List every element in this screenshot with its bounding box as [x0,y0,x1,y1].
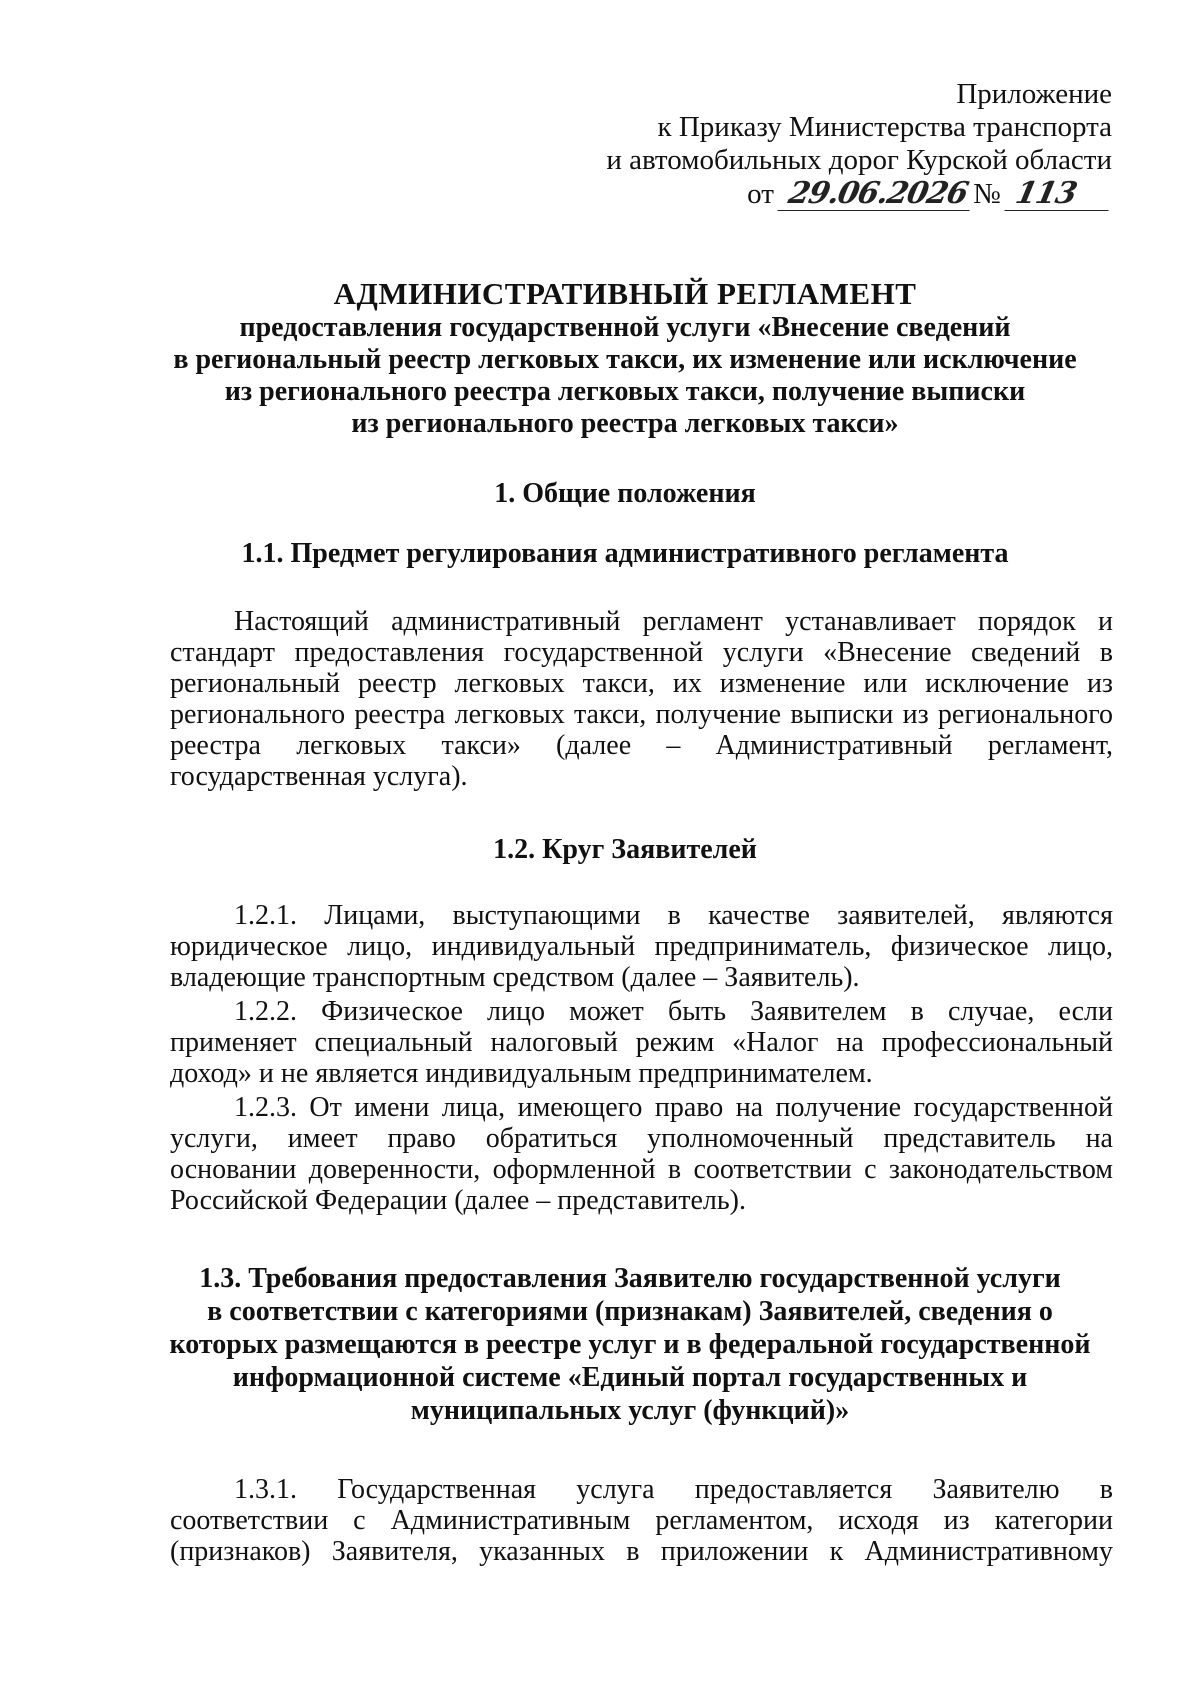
section-1-3-1-paragraph [170,1474,1113,1567]
paragraph-line: услуги, имеет право обратиться уполномоченный представитель на [170,1123,1113,1154]
document-title-block [150,276,1100,440]
subtitle-line: из регионального реестра легковых такси, получение выписки [224,376,1026,407]
paragraph-line: государственная услуга). [170,761,468,792]
paragraph-line: 1.2.2. Физическое лицо может быть Заявителем в случае, если [234,996,1113,1027]
subtitle-line: предоставления государственной услуги «Внесение сведений [239,312,1011,343]
appendix-label: Приложение [956,78,1112,110]
document-title: АДМИНИСТРАТИВНЫЙ РЕГЛАМЕНТ [333,276,917,311]
document-subtitle [150,312,1100,440]
section-1-1-paragraph [170,606,1113,792]
section-1-2-heading: 1.2. Круг Заявителей [493,834,757,865]
paragraph-line: Российской Федерации (далее – представитель). [170,1185,746,1216]
subtitle-line: из регионального реестра легковых такси» [351,408,899,439]
paragraph-line: 1.2.3. От имени лица, имеющего право на получение государственной [234,1092,1113,1123]
section-1-1-heading: 1.1. Предмет регулирования административного регламента [241,538,1009,569]
subtitle-line: в региональный реестр легковых такси, их изменение или исключение [173,344,1077,375]
paragraph-line: применяет специальный налоговый режим «Налог на профессиональный [170,1027,1113,1058]
section-1-2-1-paragraph [170,900,1113,993]
section-1-2-2-paragraph [170,996,1113,1089]
heading-line: в соответствии с категориями (признакам) Заявителей, сведения о [207,1296,1053,1327]
appendix-date-line [747,177,1112,211]
heading-line: информационной системе «Единый портал государственных и [232,1362,1028,1393]
paragraph-line: региональный реестр легковых такси, их изменение или исключение из [170,668,1113,699]
section-1-heading: 1. Общие положения [494,478,756,509]
paragraph-line: стандарт предоставления государственной услуги «Внесение сведений в [170,637,1113,668]
paragraph-line: Настоящий административный регламент устанавливает порядок и [234,606,1113,637]
heading-line: 1.3. Требования предоставления Заявителю государственной услуги [199,1263,1061,1294]
heading-line: которых размещаются в реестре услуг и в федеральной государственной [169,1329,1091,1360]
appendix-header [606,78,1112,211]
paragraph-line: владеющие транспортным средством (далее – Заявитель). [170,962,860,993]
paragraph-line: соответствии с Административным регламентом, исходя из категории [170,1505,1113,1536]
number-prefix: № [973,178,1001,210]
paragraph-line: (признаков) Заявителя, указанных в приложении к Административному [170,1536,1113,1567]
appendix-ministry: и автомобильных дорог Курской области [606,144,1112,176]
paragraph-line: реестра легковых такси» (далее – Административный регламент, [170,730,1113,761]
appendix-order-ref: к Приказу Министерства транспорта [657,111,1112,143]
paragraph-line: доход» и не является индивидуальным предпринимателем. [170,1058,873,1089]
heading-line: муниципальных услуг (функций)» [410,1395,850,1426]
paragraph-line: 1.2.1. Лицами, выступающими в качестве заявителей, являются [234,900,1113,931]
paragraph-line: основании доверенности, оформленной в соответствии с законодательством [170,1154,1113,1185]
paragraph-line: регионального реестра легковых такси, получение выписки из регионального [170,699,1113,730]
paragraph-line: 1.3.1. Государственная услуга предоставляется Заявителю в [234,1474,1113,1505]
paragraph-line: юридическое лицо, индивидуальный предприниматель, физическое лицо, [170,931,1113,962]
handwritten-number: 113 [1004,177,1115,211]
handwritten-date: 29.06.2026 [778,177,977,211]
date-prefix: от [747,178,774,210]
section-1-2-3-paragraph [170,1092,1113,1216]
section-1-3-heading [150,1262,1110,1427]
